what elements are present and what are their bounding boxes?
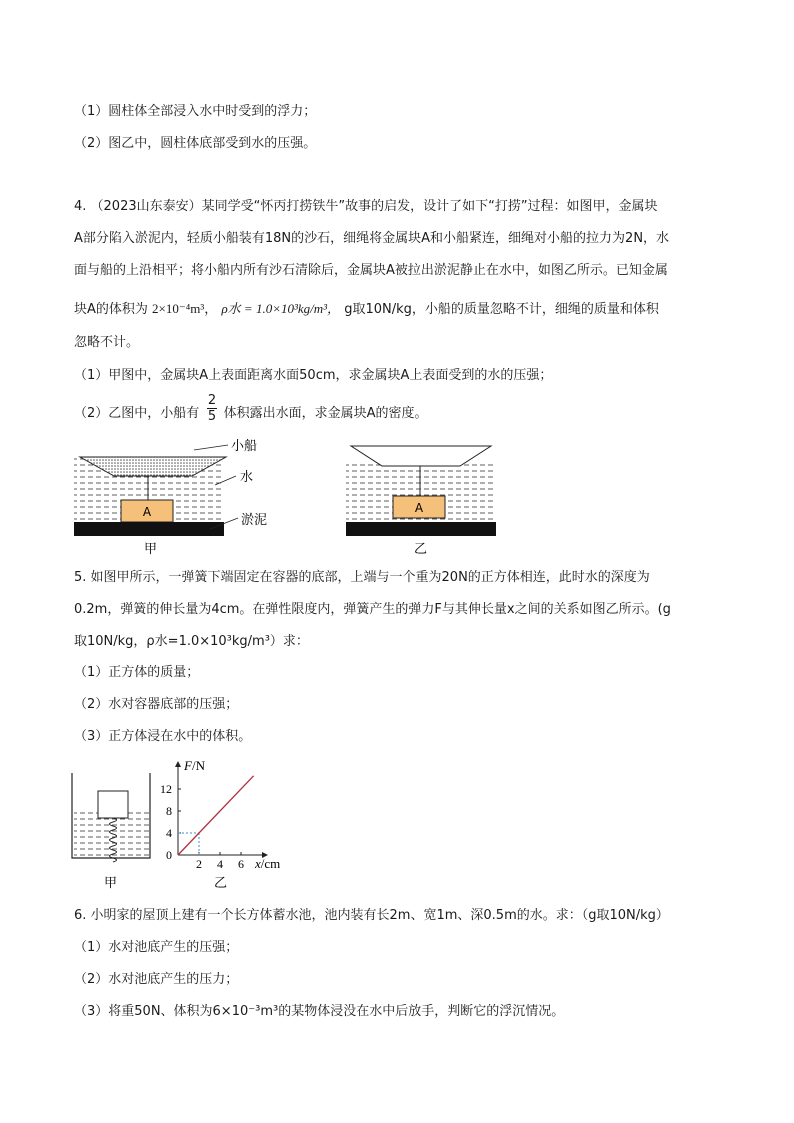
water-label: 水 [240, 470, 254, 485]
q5-line1: 5. 如图甲所示，一弹簧下端固定在容器的底部，上端与一个重为20N的正方体相连，此时水的深度为 [74, 570, 650, 585]
y-tick-label: 12 [160, 782, 172, 796]
figure-container [72, 773, 150, 891]
q4-line4-a: 块A的体积为 [74, 302, 148, 317]
x-tick-label: 6 [238, 857, 244, 871]
q4-line4-d: g取10N/kg，小船的质量忽略不计，细绳的质量和体积 [344, 302, 659, 317]
caption-jia: 甲 [104, 876, 118, 891]
q4-line1: 4. （2023山东泰安）某同学受“怀丙打捞铁牛”故事的启发，设计了如下“打捞”过程：如图甲，金属块 [74, 199, 658, 214]
series-line [178, 776, 254, 855]
q4-sub1: （1）甲图中，金属块A上表面距离水面50cm，求金属块A上表面受到的水的压强； [74, 368, 553, 383]
q4-line5: 忽略不计。 [74, 335, 140, 350]
caption-yi: 乙 [214, 876, 228, 891]
q5-sub1: （1）正方体的质量； [74, 665, 200, 680]
q6-line1: 6. 小明家的屋顶上建有一个长方体蓄水池，池内装有长2m、宽1m、深0.5m的水。求：（g取10N/kg） [74, 908, 669, 923]
y-axis-arrow [175, 761, 181, 767]
q4-line3: 面与船的上沿相平；将小船内所有沙石清除后，金属块A被拉出淤泥静止在水中，如图乙所示。已知金属 [74, 263, 668, 278]
q5-sub2: （2）水对容器底部的压强； [74, 697, 239, 712]
x-tick-label: 2 [196, 857, 202, 871]
q4-density: ρ水 = 1.0×10³kg/m³， [221, 301, 341, 316]
q4-sub2-b: 体积露出水面，求金属块A的密度。 [223, 406, 428, 421]
cube [98, 791, 128, 818]
caption-jia: 甲 [144, 542, 158, 557]
q4-volume: 2×10⁻⁴m³， [152, 301, 218, 316]
caption-yi: 乙 [414, 542, 428, 557]
q4-line2: A部分陷入淤泥内，轻质小船装有18N的沙石，细绳将金属块A和小船紧连，细绳对小船的拉力为2N，水 [74, 231, 670, 246]
q6-sub1: （1）水对池底产生的压强； [74, 940, 239, 955]
boat-label: 小船 [231, 439, 258, 454]
y-axis-label: F/N [184, 758, 205, 773]
fraction-numerator: 2 [207, 393, 217, 408]
x-tick-label: 4 [217, 857, 223, 871]
block-label: A [414, 501, 424, 515]
mud-label: 淤泥 [241, 513, 268, 528]
q5-line3: 取10N/kg，ρ水=1.0×10³kg/m³）求： [74, 634, 309, 649]
f-x-chart [160, 758, 280, 891]
q3-sub1: （1）圆柱体全部浸入水中时受到的浮力； [74, 104, 317, 119]
y-tick-label: 4 [166, 826, 172, 840]
fraction-denominator: 5 [207, 409, 217, 424]
y-tick-label: 8 [166, 804, 172, 818]
block-label: A [142, 505, 152, 519]
q3-sub2: （2）图乙中，圆柱体底部受到水的压强。 [74, 136, 317, 151]
y-tick-label: 0 [166, 848, 172, 862]
q4-sub2-a: （2）乙图中，小船有 [74, 406, 200, 421]
q6-sub3: （3）将重50N、体积为6×10⁻³m³的某物体浸没在水中后放手，判断它的浮沉情况。 [74, 1004, 565, 1019]
q5-line2: 0.2m，弹簧的伸长量为4cm。在弹性限度内，弹簧产生的弹力F与其伸长量x之间的关系如图乙所示。(g [74, 602, 671, 617]
q5-sub3: （3）正方体浸在水中的体积。 [74, 729, 252, 744]
q6-sub2: （2）水对池底产生的压力； [74, 972, 239, 987]
x-axis-label: x/cm [255, 856, 281, 871]
